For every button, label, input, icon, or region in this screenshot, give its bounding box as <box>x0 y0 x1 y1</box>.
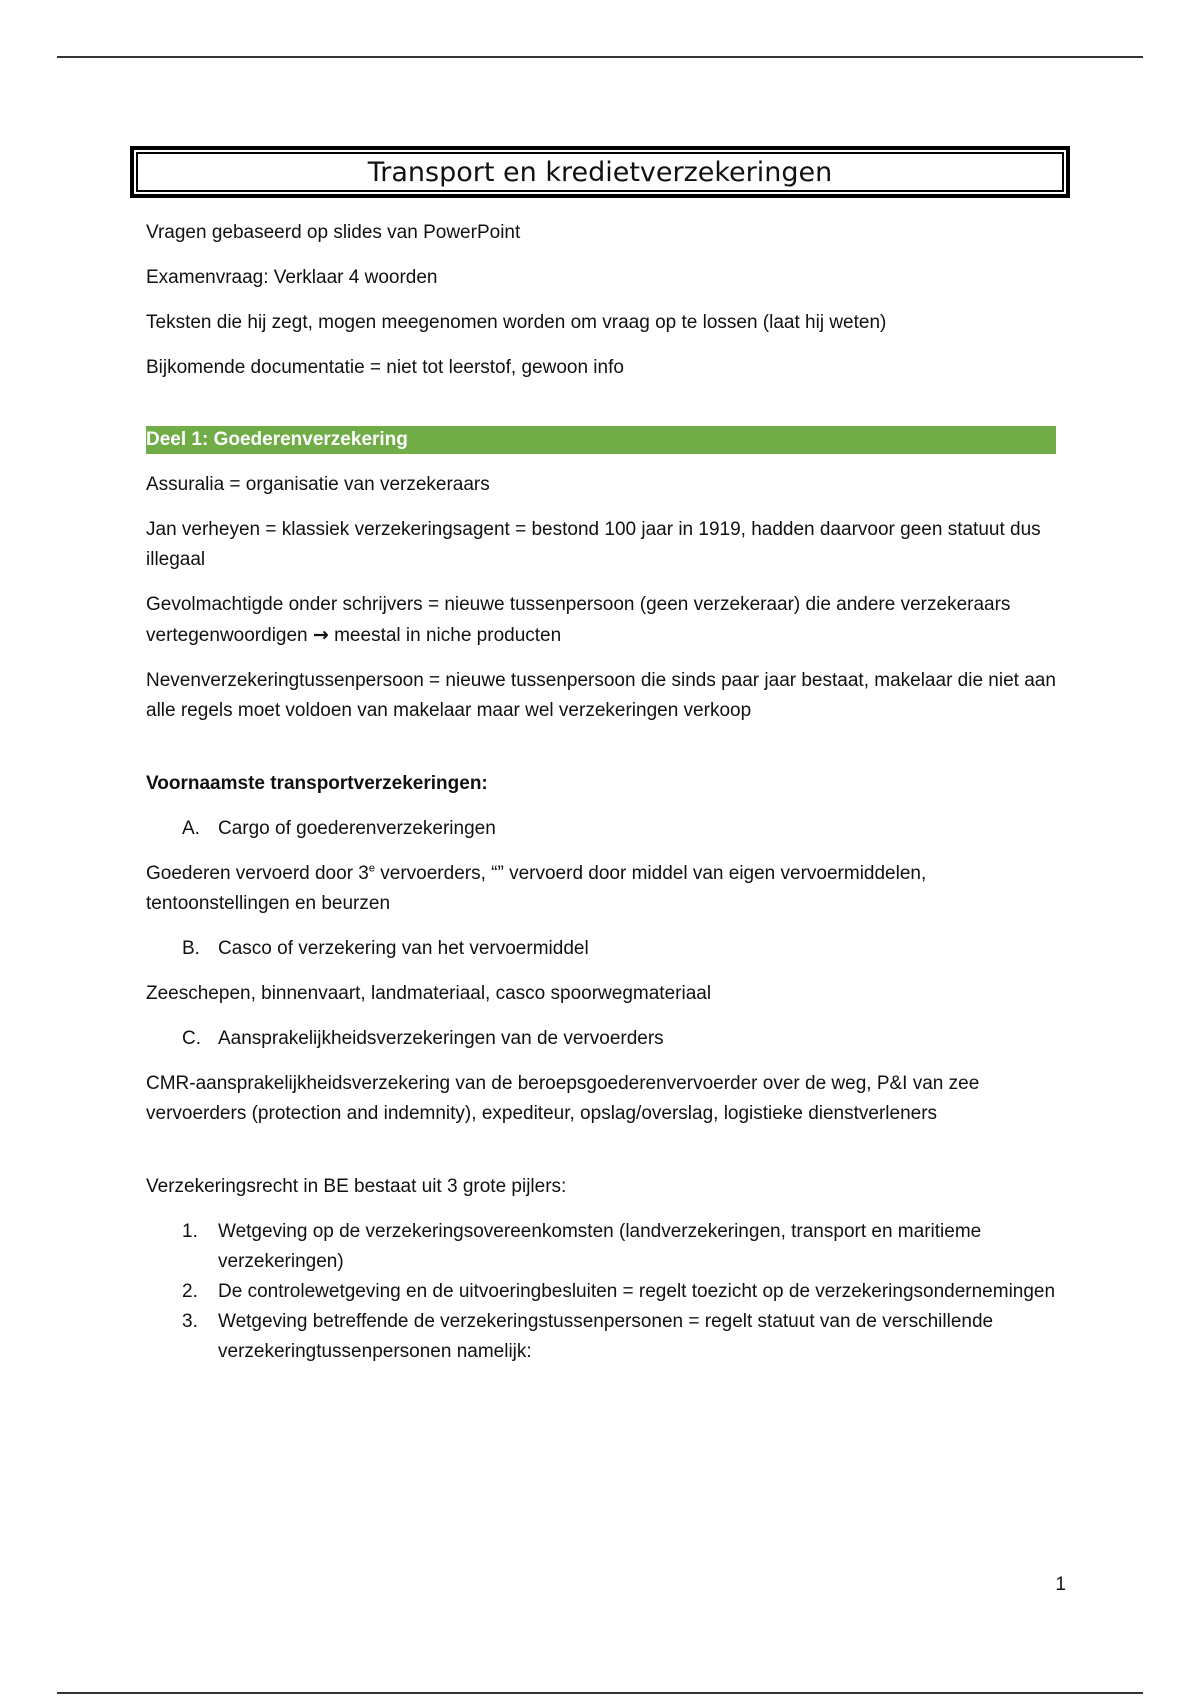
list-item-text: De controlewetgeving en de uitvoeringbesluiten = regelt toezicht op de verzekeringsondernemingen <box>218 1281 1056 1302</box>
footer-rule <box>57 1692 1143 1694</box>
intro-paragraph: Bijkomende documentatie = niet tot leerstof, gewoon info <box>146 357 624 378</box>
transport-heading: Voornaamste transportverzekeringen: <box>146 773 488 794</box>
list-marker: C. <box>182 1028 201 1049</box>
arrow-right-icon: → <box>312 624 329 646</box>
list-item <box>146 1277 1056 1307</box>
superscript: e <box>368 862 375 875</box>
casco-description: Zeeschepen, binnenvaart, landmateriaal, casco spoorwegmateriaal <box>146 983 712 1004</box>
list-item-a <box>146 814 1056 844</box>
cargo-text: Goederen vervoerd door 3 <box>146 863 369 884</box>
section-heading: Deel 1: Goederenverzekering <box>146 426 1056 454</box>
list-item-b <box>146 934 1056 964</box>
document-body <box>146 218 1056 1382</box>
list-item <box>146 1217 1056 1277</box>
paragraph-neven: Nevenverzekeringtussenpersoon = nieuwe tussenpersoon die sinds paar jaar bestaat, makelaar die niet aan alle regels moet voldoen van makelaar maar wel verzekeringen verkoop <box>146 670 1056 721</box>
paragraph-assuralia: Assuralia = organisatie van verzekeraars <box>146 474 490 495</box>
intro-paragraph: Examenvraag: Verklaar 4 woorden <box>146 267 438 288</box>
list-marker: 1. <box>182 1221 198 1242</box>
intro-paragraph: Teksten die hij zegt, mogen meegenomen worden om vraag op te lossen (laat hij weten) <box>146 312 887 333</box>
paragraph-verheyen: Jan verheyen = klassiek verzekeringsagent = bestond 100 jaar in 1919, hadden daarvoor geen statuut dus illegaal <box>146 519 1041 570</box>
page-number: 1 <box>1055 1574 1066 1595</box>
list-item <box>146 1307 1056 1367</box>
list-item-label: Cargo of goederenverzekeringen <box>218 818 496 839</box>
list-marker: A. <box>182 818 200 839</box>
gevolmachtigde-text-end: meestal in niche producten <box>334 625 562 646</box>
list-item-label: Aansprakelijkheidsverzekeringen van de vervoerders <box>218 1028 664 1049</box>
title-box <box>130 146 1070 198</box>
header-rule <box>57 56 1143 58</box>
gevolmachtigde-text: Gevolmachtigde onder schrijvers = nieuwe tussenpersoon (geen verzekeraar) die andere verzekeraars vertegenwoordigen <box>146 594 1011 646</box>
pillars-intro: Verzekeringsrecht in BE bestaat uit 3 grote pijlers: <box>146 1176 567 1197</box>
paragraph-gevolmachtigde <box>146 590 1056 651</box>
list-item-text: Wetgeving betreffende de verzekeringstussenpersonen = regelt statuut van de verschillende verzekeringtussenpersonen namelijk: <box>218 1311 994 1362</box>
liability-description: CMR-aansprakelijkheidsverzekering van de beroepsgoederenvervoerder over de weg, P&I van zee vervoerders (protection and indemnity), expediteur, opslag/overslag, logistieke dienstverleners <box>146 1073 980 1124</box>
list-item-text: Wetgeving op de verzekeringsovereenkomsten (landverzekeringen, transport en maritieme verzekeringen) <box>218 1221 982 1272</box>
list-item-label: Casco of verzekering van het vervoermiddel <box>218 938 589 959</box>
document-title: Transport en kredietverzekeringen <box>136 152 1064 192</box>
list-marker: B. <box>182 938 200 959</box>
list-marker: 3. <box>182 1311 198 1332</box>
cargo-text-end: vervoerders, “” vervoerd door middel van eigen vervoermiddelen, tentoonstellingen en beurzen <box>146 863 927 914</box>
list-marker: 2. <box>182 1281 198 1302</box>
intro-paragraph: Vragen gebaseerd op slides van PowerPoint <box>146 222 521 243</box>
cargo-description <box>146 859 1056 919</box>
list-item-c <box>146 1024 1056 1054</box>
pillars-list <box>146 1217 1056 1367</box>
